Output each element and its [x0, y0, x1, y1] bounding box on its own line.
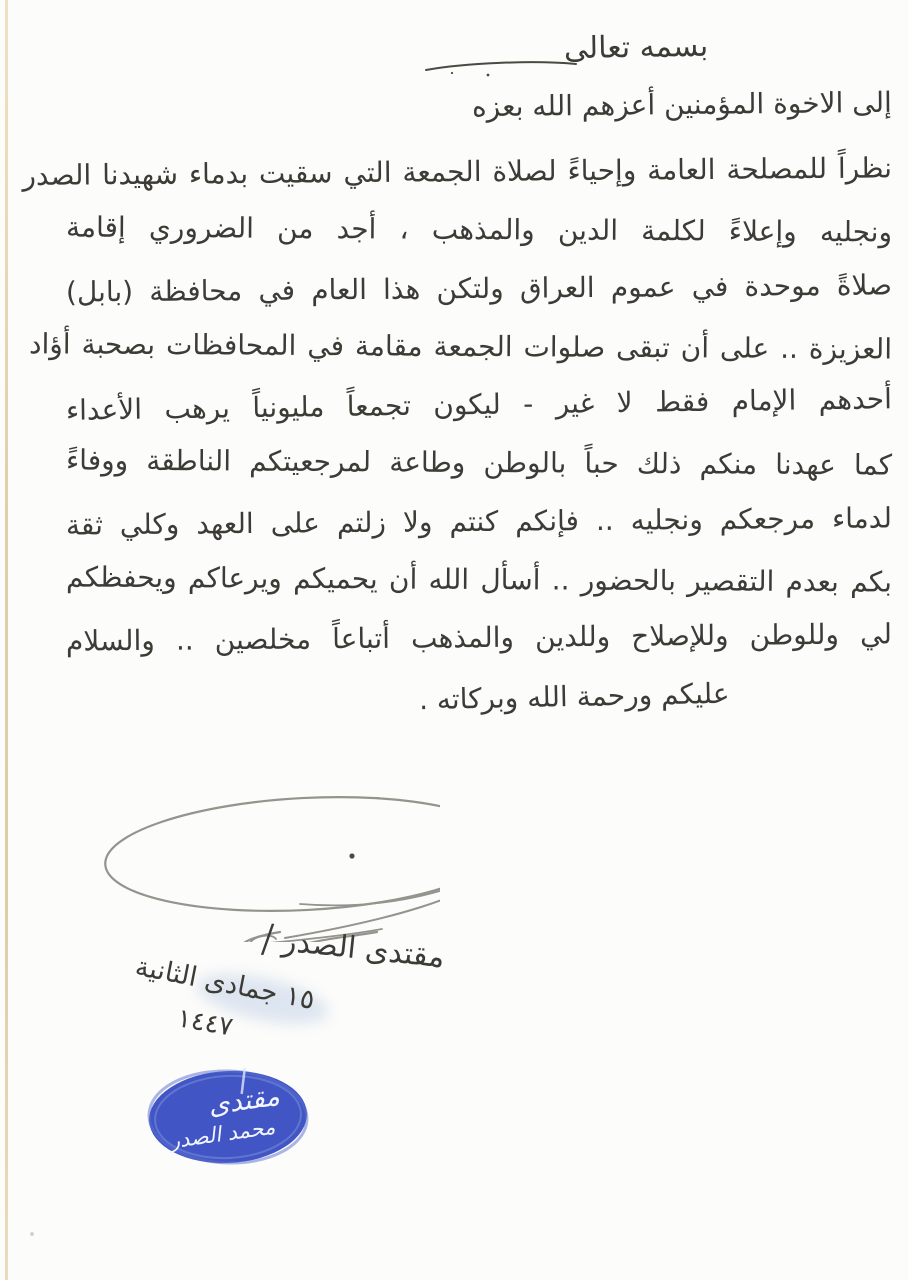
letter-body	[22, 150, 893, 675]
letter-line: أحدهم الإمام فقط لا غير - ليكون تجمعاً مليونياً يرهب الأعداء	[65, 382, 893, 427]
basmala-tail-stroke	[424, 58, 580, 80]
signature-date-day: ١٥ جمادى الثانية	[132, 950, 318, 1017]
letter-line: ونجليه وإعلاءً لكلمة الدين والمذهب ، أجد من الضروري إقامة	[65, 210, 893, 249]
paper-left-edge	[5, 0, 8, 1280]
letter-line: كما عهدنا منكم ذلك حباً بالوطن وطاعة لمرجعيتكم الناطقة ووفاءً	[65, 443, 893, 483]
letter-line: بكم بعدم التقصير بالحضور .. أسأل الله أن يحميكم ويرعاكم ويحفظكم	[65, 560, 893, 599]
greeting-line: إلى الاخوة المؤمنين أعزهم الله بعزه	[471, 85, 893, 124]
official-oval-stamp	[146, 1066, 310, 1168]
letter-line: نظراً للمصلحة العامة وإحياءً لصلاة الجمعة التي سقيت بدماء شهيدنا الصدر	[22, 151, 893, 192]
basmala-heading: بسمه تعالى	[563, 28, 709, 67]
signature-name-text: مقتدى الصدر	[280, 923, 447, 976]
signature-date-year: ١٤٤٧	[174, 1003, 236, 1043]
signature-flourish-stroke: /	[260, 916, 275, 963]
paper-speck	[30, 1232, 34, 1236]
letter-line: لدماء مرجعكم ونجليه .. فإنكم كنتم ولا زلتم على العهد وكلي ثقة	[65, 501, 893, 542]
stamp-text-top: مقتدى	[206, 1080, 282, 1122]
letter-line: العزيزة .. على أن تبقى صلوات الجمعة مقامة في المحافظات بصحبة أؤاد	[28, 327, 893, 366]
closing-salutation-line: عليكم ورحمة الله وبركاته .	[419, 676, 731, 717]
stamp-text-bottom: محمد الصدر	[168, 1114, 277, 1154]
letter-line: لي وللوطن وللإصلاح وللدين والمذهب أتباعاً مخلصين .. والسلام	[65, 617, 893, 658]
letter-line: صلاةً موحدة في عموم العراق ولتكن هذا العام في محافظة (بابل)	[65, 267, 893, 309]
